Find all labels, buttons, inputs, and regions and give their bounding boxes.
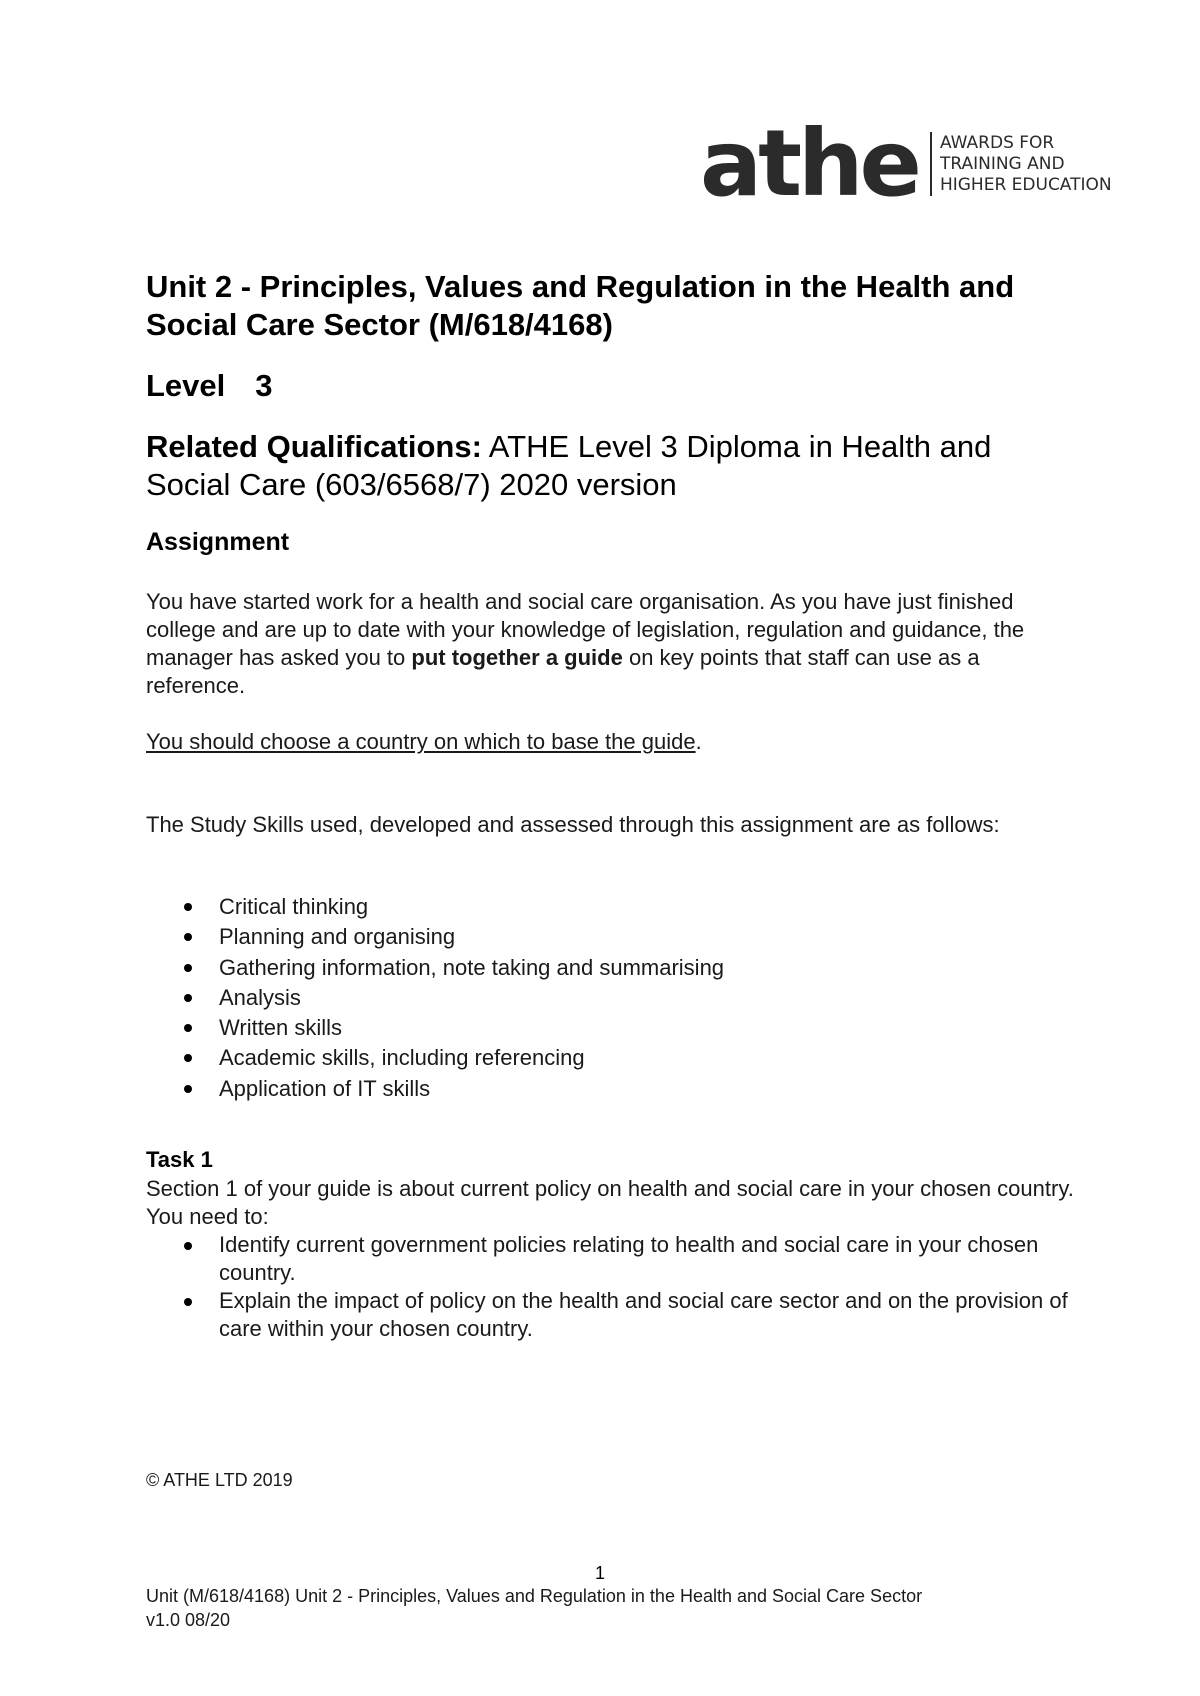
- footer-line: Unit (M/618/4168) Unit 2 - Principles, Values and Regulation in the Health and Social Care Sector: [146, 1586, 923, 1606]
- logo-divider: [930, 132, 932, 196]
- related-label: Related Qualifications:: [146, 429, 482, 464]
- list-item: Identify current government policies relating to health and social care in your chosen country.: [146, 1231, 1076, 1287]
- list-item: Analysis: [146, 983, 1076, 1013]
- para-bold-text: put together a guide: [411, 645, 623, 670]
- related-text: ATHE Level 3 Diploma in Health and Social Care (603/6568/7) 2020 version: [146, 429, 992, 502]
- logo-wordmark: athe: [700, 110, 918, 217]
- list-item: Gathering information, note taking and summarising: [146, 953, 1076, 983]
- list-item: Academic skills, including referencing: [146, 1043, 1076, 1073]
- level-label: Level: [146, 368, 226, 403]
- level-value: 3: [255, 368, 273, 403]
- underlined-text: You should choose a country on which to base the guide: [146, 729, 696, 754]
- logo-tagline-line: TRAINING AND: [939, 153, 1065, 174]
- task1-heading: Task 1: [146, 1147, 213, 1172]
- list-item: Critical thinking: [146, 892, 1076, 922]
- list-item: Planning and organising: [146, 922, 1076, 952]
- assignment-heading: Assignment: [146, 528, 290, 556]
- level-line: [146, 368, 1076, 404]
- unit-title: Unit 2 - Principles, Values and Regulation in the Health and Social Care Sector (M/618/4168): [146, 269, 1015, 342]
- logo-tagline: [940, 133, 1112, 196]
- para-text: .: [695, 729, 702, 754]
- list-item: Written skills: [146, 1013, 1076, 1043]
- footer: [146, 1584, 1076, 1632]
- logo-tagline-line: HIGHER EDUCATION: [939, 174, 1112, 195]
- athe-logo: [700, 110, 1112, 217]
- task1-intro: Section 1 of your guide is about current policy on health and social care in your chosen country. You need to:: [146, 1176, 1074, 1229]
- para-text: on key points that staff can use as a reference.: [146, 645, 980, 698]
- list-item: Explain the impact of policy on the health and social care sector and on the provision of care within your chosen country.: [146, 1287, 1076, 1343]
- footer-version: v1.0 08/20: [146, 1610, 231, 1630]
- copyright: © ATHE LTD 2019: [146, 1470, 293, 1490]
- list-item: Application of IT skills: [146, 1074, 1076, 1104]
- assignment-paragraph: [146, 588, 1076, 700]
- task1-list: [146, 1231, 1076, 1343]
- related-qualifications: [146, 428, 1076, 504]
- page-number: 1: [595, 1563, 606, 1583]
- logo-tagline-line: AWARDS FOR: [939, 132, 1055, 153]
- study-skills-intro: The Study Skills used, developed and assessed through this assignment are as follows:: [146, 812, 1000, 837]
- country-instruction: [146, 728, 1076, 756]
- study-skills-list: [146, 892, 1076, 1104]
- para-text: You have started work for a health and social care organisation. As you have just finished college and are up to date with your knowledge of legislation, regulation and guidance, the manager has asked you to: [146, 589, 1025, 670]
